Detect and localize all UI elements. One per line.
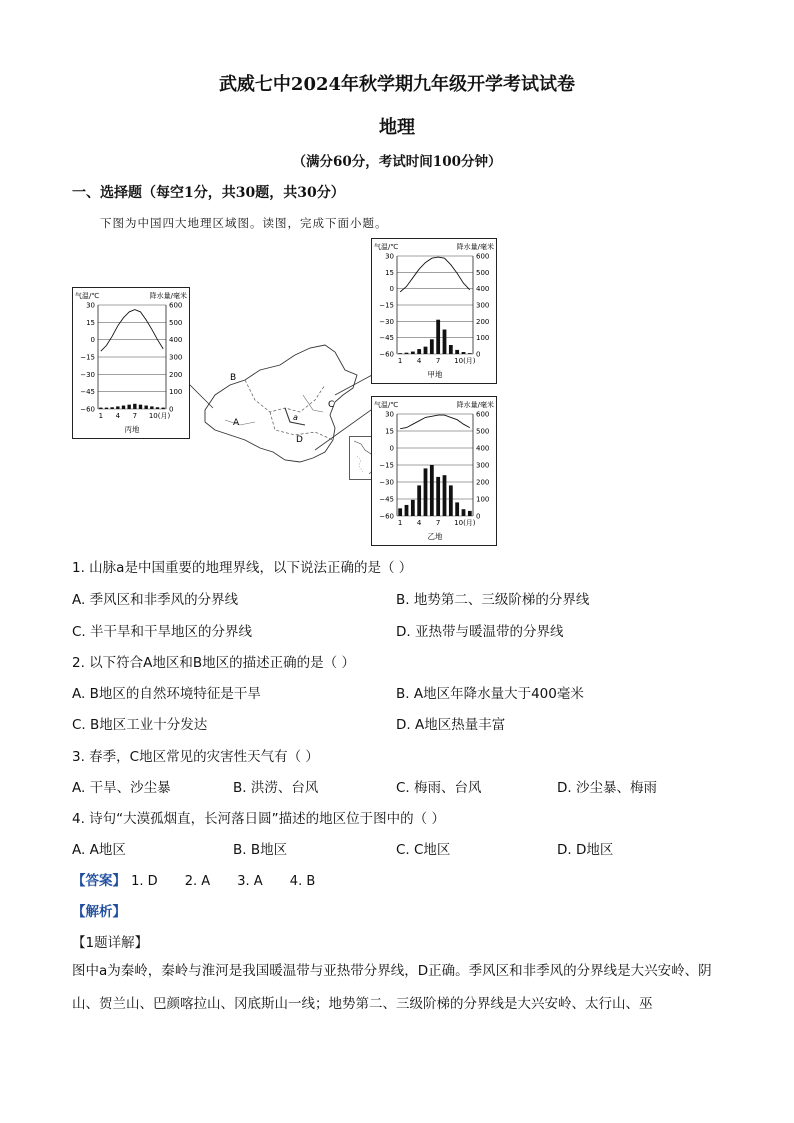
- precip-bar: [443, 475, 447, 516]
- answer-3: 3. A: [237, 874, 263, 889]
- month-tick: 7: [132, 412, 138, 420]
- question-2-stem: 2. 以下符合A地区和B地区的描述正确的是（ ）: [72, 655, 355, 671]
- temp-tick: −15: [80, 353, 95, 362]
- month-tick: 10(月): [454, 357, 476, 365]
- precip-bar: [443, 330, 447, 355]
- question-3-stem: 3. 春季，C地区常见的灾害性天气有（ ）: [72, 749, 319, 765]
- precip-tick: 500: [476, 427, 490, 436]
- temp-tick: 30: [385, 252, 394, 261]
- temp-tick: −30: [80, 370, 95, 379]
- map-label-d: D: [296, 435, 303, 445]
- precip-bar: [139, 405, 142, 409]
- month-tick: 10(月): [148, 412, 171, 420]
- month-tick: 7: [435, 519, 441, 527]
- month-tick: 4: [416, 519, 422, 527]
- precip-bar: [133, 404, 136, 409]
- question-4-stem: 4. 诗句“大漠孤烟直，长河落日圆”描述的地区位于图中的（ ）: [72, 811, 445, 827]
- figure-intro: 下图为中国四大地理区域图。读图，完成下面小题。: [100, 216, 388, 230]
- precip-bar: [156, 407, 159, 409]
- precip-bar: [417, 485, 421, 516]
- precip-bar: [468, 353, 472, 354]
- temp-tick: −60: [379, 512, 394, 521]
- analysis-label: 【解析】: [72, 904, 126, 920]
- precip-tick: 0: [476, 512, 481, 521]
- temp-tick: −45: [379, 495, 394, 504]
- question-4-option-a[interactable]: A. A地区: [72, 842, 126, 858]
- temp-tick: −30: [379, 478, 394, 487]
- precip-bar: [430, 465, 434, 516]
- climate-chart-yi: [371, 396, 497, 546]
- temp-tick: 0: [90, 336, 95, 345]
- temp-tick: 0: [389, 444, 394, 453]
- month-tick: 1: [397, 357, 403, 365]
- axis-label-temp: 气温/℃: [374, 243, 399, 251]
- temp-tick: 15: [385, 268, 394, 277]
- map-label-c: C: [328, 400, 335, 410]
- climate-chart-bing: [72, 287, 190, 439]
- axis-label-precip: 降水量/毫米: [456, 243, 494, 251]
- exam-note: （满分60分，考试时间100分钟）: [292, 154, 502, 170]
- question-2-option-a[interactable]: A. B地区的自然环境特征是干旱: [72, 686, 261, 702]
- answer-2: 2. A: [184, 874, 211, 889]
- precip-bar: [424, 347, 428, 354]
- month-tick: 4: [115, 412, 121, 420]
- precip-bar: [105, 408, 108, 409]
- precip-bar: [116, 406, 119, 409]
- precip-bar: [99, 408, 102, 409]
- precip-tick: 200: [476, 478, 490, 487]
- month-tick: 10(月): [454, 519, 476, 527]
- precip-bar: [411, 500, 415, 516]
- chart-title: 乙地: [427, 532, 443, 541]
- precip-bar: [455, 350, 459, 354]
- precip-tick: 0: [169, 405, 174, 414]
- question-3-option-a[interactable]: A. 干旱、沙尘暴: [72, 780, 171, 796]
- section-heading: 一、选择题（每空1分，共30题，共30分）: [72, 185, 345, 201]
- question-1-option-d[interactable]: D. 亚热带与暖温带的分界线: [396, 624, 564, 640]
- question-2-option-c[interactable]: C. B地区工业十分发达: [72, 717, 208, 733]
- climate-chart-jia: [371, 238, 497, 384]
- precip-bar: [150, 406, 153, 409]
- month-tick: 4: [416, 357, 422, 365]
- axis-label-temp: 气温/℃: [374, 401, 399, 409]
- precip-tick: 600: [476, 410, 490, 419]
- temp-tick: −15: [379, 461, 394, 470]
- question-1-stem: 1. 山脉a是中国重要的地理界线，以下说法正确的是（ ）: [72, 560, 413, 576]
- precip-tick: 200: [169, 370, 183, 379]
- precip-tick: 300: [476, 461, 490, 470]
- question-1-option-b[interactable]: B. 地势第二、三级阶梯的分界线: [396, 592, 590, 608]
- question-1-option-a[interactable]: A. 季风区和非季风的分界线: [72, 592, 239, 608]
- precip-bar: [127, 405, 130, 409]
- temp-tick: −15: [379, 301, 394, 310]
- temp-tick: −45: [80, 388, 95, 397]
- precip-bar: [436, 477, 440, 516]
- precip-bar: [417, 349, 421, 354]
- question-4-option-d[interactable]: D. D地区: [557, 842, 614, 858]
- map-label-b: B: [230, 373, 237, 383]
- answer-4: 4. B: [289, 874, 316, 889]
- precip-tick: 0: [476, 350, 481, 359]
- precip-tick: 400: [476, 285, 490, 294]
- question-2-option-b[interactable]: B. A地区年降水量大于400毫米: [396, 686, 584, 702]
- precip-tick: 100: [169, 388, 183, 397]
- precip-bar: [449, 485, 453, 516]
- question-3-option-b[interactable]: B. 洪涝、台风: [233, 780, 319, 796]
- question-2-option-d[interactable]: D. A地区热量丰富: [396, 717, 506, 733]
- month-tick: 1: [397, 519, 403, 527]
- month-tick: 1: [98, 412, 104, 420]
- question-3-option-c[interactable]: C. 梅雨、台风: [396, 780, 482, 796]
- chart-title: 甲地: [427, 370, 443, 379]
- temp-tick: 30: [86, 301, 95, 310]
- map-label-mountain-a: a: [293, 413, 298, 422]
- axis-label-precip: 降水量/毫米: [456, 401, 494, 409]
- precip-tick: 400: [169, 336, 183, 345]
- precip-tick: 400: [476, 444, 490, 453]
- precip-bar: [462, 509, 466, 516]
- precip-tick: 600: [476, 252, 490, 261]
- temp-tick: 15: [86, 318, 95, 327]
- analysis-detail-label: 【1题详解】: [72, 935, 149, 951]
- precip-bar: [161, 408, 164, 409]
- precip-tick: 300: [476, 301, 490, 310]
- axis-label-precip: 降水量/毫米: [149, 292, 187, 300]
- map-label-a: A: [233, 418, 240, 428]
- precip-bar: [411, 352, 415, 354]
- precip-bar: [449, 345, 453, 354]
- question-3-option-d[interactable]: D. 沙尘暴、梅雨: [557, 780, 657, 796]
- precip-tick: 600: [169, 301, 183, 310]
- analysis-paragraph: 图中a为秦岭，秦岭与淮河是我国暖温带与亚热带分界线，D正确。季风区和非季风的分界线是大兴安岭、阴山、贺兰山、巴颜喀拉山、冈底斯山一线；地势第二、三级阶梯的分界线是大兴安岭、太行山、巫: [72, 963, 712, 1012]
- precip-tick: 500: [169, 318, 183, 327]
- chart-title: 丙地: [124, 425, 140, 434]
- precip-bar: [462, 352, 466, 354]
- answer-1: 1. D: [131, 874, 158, 889]
- precip-bar: [398, 508, 402, 516]
- precip-bar: [110, 407, 113, 409]
- precip-bar: [436, 320, 440, 354]
- precip-bar: [468, 511, 472, 516]
- temp-tick: 0: [389, 285, 394, 294]
- question-4-option-c[interactable]: C. C地区: [396, 842, 451, 858]
- precip-bar: [122, 406, 125, 409]
- subject-title: 地理: [379, 117, 415, 138]
- temp-tick: 15: [385, 427, 394, 436]
- precip-bar: [455, 502, 459, 516]
- precip-bar: [144, 406, 147, 409]
- chart-frame: [372, 397, 497, 546]
- month-tick: 7: [435, 357, 441, 365]
- axis-label-temp: 气温/℃: [75, 292, 100, 300]
- question-1-option-c[interactable]: C. 半干旱和干旱地区的分界线: [72, 624, 253, 640]
- precip-tick: 100: [476, 495, 490, 504]
- precip-tick: 100: [476, 334, 490, 343]
- chart-frame: [73, 288, 190, 439]
- precip-bar: [430, 339, 434, 354]
- precip-bar: [424, 468, 428, 516]
- answer-row: [72, 869, 315, 889]
- question-4-option-b[interactable]: B. B地区: [233, 842, 288, 858]
- temp-tick: −45: [379, 334, 394, 343]
- precip-tick: 200: [476, 317, 490, 326]
- precip-tick: 300: [169, 353, 183, 362]
- temp-tick: −60: [379, 350, 394, 359]
- answer-label: 【答案】: [72, 873, 126, 889]
- temp-tick: 30: [385, 410, 394, 419]
- temp-tick: −30: [379, 317, 394, 326]
- precip-bar: [398, 353, 402, 354]
- temp-tick: −60: [80, 405, 95, 414]
- exam-title: 武威七中2024年秋学期九年级开学考试试卷: [218, 74, 576, 95]
- precip-tick: 500: [476, 268, 490, 277]
- precip-bar: [405, 353, 409, 354]
- precip-bar: [405, 505, 409, 516]
